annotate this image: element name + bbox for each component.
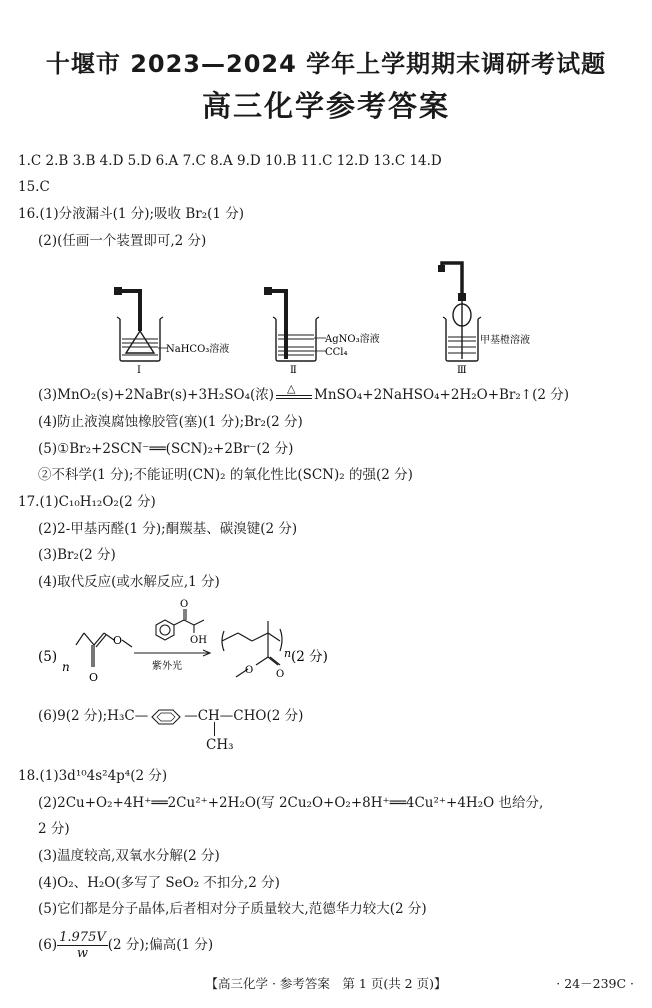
document-subtitle: 高三化学参考答案 [201, 89, 450, 123]
q16-part2: (2)(任画一个装置即可,2 分) [38, 233, 207, 249]
q17-part2: (2)2-甲基丙醛(1 分);酮羰基、碳溴键(2 分) [38, 521, 298, 537]
monomer-structure [76, 633, 132, 667]
fraction-numerator: 1.975V [59, 930, 106, 945]
q17-part5-label: (5) [38, 649, 58, 665]
label-I: Ⅰ [137, 365, 141, 375]
methyl-orange-label: 甲基橙溶液 [480, 335, 530, 346]
q18-part2-cont: 2 分) [38, 821, 70, 837]
exam-title: 十堰市 2023—2024 学年上学期期末调研考试题 [45, 50, 607, 78]
q18-part6-prefix: (6) [38, 937, 58, 953]
polymer-n: n [284, 647, 292, 660]
q16-part3-products: MnSO₄+2NaHSO₄+2H₂O+Br₂↑(2 分) [314, 387, 570, 403]
q16-part1: 16.(1)分液漏斗(1 分);吸收 Br₂(1 分) [18, 206, 245, 222]
absorption-apparatus-figure [100, 255, 560, 375]
heat-arrow [274, 381, 314, 403]
methyl-bond [214, 722, 215, 736]
q18-part4: (4)O₂、H₂O(多写了 SeO₂ 不扣分,2 分) [38, 875, 280, 891]
agno3-label: AgNO₃溶液 [325, 334, 380, 345]
q18-part6-suffix: (2 分);偏高(1 分) [107, 937, 214, 953]
benzene-ring-icon [148, 708, 184, 726]
q17-part4: (4)取代反应(或水解反应,1 分) [38, 574, 220, 590]
fraction-denominator: w [76, 946, 88, 961]
yield-fraction [57, 930, 108, 961]
q16-part5b: ②不科学(1 分);不能证明(CN)₂ 的氧化性比(SCN)₂ 的强(2 分) [38, 467, 413, 483]
q18-part5: (5)它们都是分子晶体,后者相对分子质量较大,范德华力较大(2 分) [38, 901, 427, 917]
q16-part5: (5)①Br₂+2SCN⁻══(SCN)₂+2Br⁻(2 分) [38, 441, 294, 457]
q16-part3-reactants: (3)MnO₂(s)+2NaBr(s)+3H₂SO₄(浓) [38, 387, 275, 403]
nahco3-label: NaHCO₃溶液 [166, 344, 230, 355]
q17-part3: (3)Br₂(2 分) [38, 547, 116, 563]
ccl4-label: CCl₄ [325, 347, 348, 358]
monomer-o-ester: O [113, 634, 123, 647]
apparatus-III [438, 263, 530, 375]
mc-answers-line-2: 15.C [18, 179, 50, 195]
q16-part4: (4)防止液溴腐蚀橡胶管(塞)(1 分);Br₂(2 分) [38, 414, 303, 430]
q18-part1: 18.(1)3d¹⁰4s²4p⁴(2 分) [18, 768, 168, 784]
q18-part2: (2)2Cu+O₂+4H⁺══2Cu²⁺+2H₂O(写 2Cu₂O+O₂+8H⁺══4Cu²⁺+4H₂O 也给分, [38, 795, 544, 811]
footer-page-info: 【高三化学 · 参考答案 第 1 页(共 2 页)】 [205, 976, 447, 991]
q17-part5-score: (2 分) [291, 649, 328, 665]
q17-part6-a: (6)9(2 分);H₃C— [38, 708, 149, 724]
photoinitiator-o: O [180, 599, 189, 610]
label-II: Ⅱ [290, 365, 297, 375]
apparatus-II [264, 287, 380, 375]
polymer-o-carbonyl: O [276, 669, 285, 680]
q17-part1: 17.(1)C₁₀H₁₂O₂(2 分) [18, 494, 156, 510]
photoinitiator-oh: OH [190, 635, 207, 646]
monomer-o-carbonyl: O [89, 671, 99, 684]
footer-code: · 24－239C · [556, 976, 634, 991]
mc-answers-line-1: 1.C 2.B 3.B 4.D 5.D 6.A 7.C 8.A 9.D 10.B 11.C 12.D 13.C 14.D [18, 153, 442, 169]
polymerization-scheme [34, 595, 634, 700]
q16-part3 [38, 381, 570, 404]
q17-part6 [38, 707, 303, 726]
polymer-o-ester: O [245, 665, 254, 676]
uv-light-label: 紫外光 [152, 661, 182, 672]
q18-part3: (3)温度较高,双氧水分解(2 分) [38, 848, 220, 864]
label-III: Ⅲ [457, 365, 467, 375]
q17-part6-b: —CH—CHO(2 分) [184, 708, 304, 724]
heat-symbol: △ [287, 381, 296, 395]
monomer-n: n [62, 660, 70, 674]
q18-part6 [38, 930, 213, 961]
methyl-group: CH₃ [206, 737, 234, 753]
apparatus-I [114, 287, 229, 375]
